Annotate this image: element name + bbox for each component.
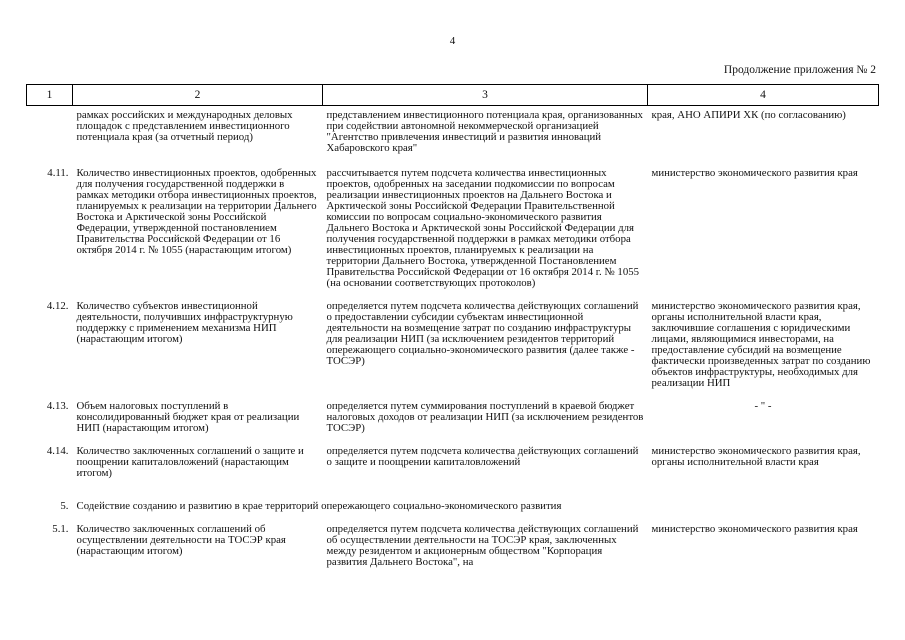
indicator-cell: Количество инвестиционных проектов, одобренных для получения государственной поддержки в рамках методики отбора инвестиционных проектов, планируемых к реализации на территории Дальнего Востока и Арктической зоны Российской Федерации, утвержденной постановлением Правительства Российской Федерации от 16 октября 2014 г. № 1055 (нарастающим итогом): [76, 166, 317, 256]
column-header-2: 2: [73, 85, 323, 106]
section-row: [27, 501, 879, 512]
table-row: [27, 524, 879, 568]
indicator-cell: Количество заключенных соглашений о защите и поощрении капиталовложений (нарастающим итогом): [76, 444, 304, 479]
section-title: Содействие созданию и развитию в крае территорий опережающего социально-экономического развития: [76, 499, 562, 512]
row-number: 5.1.: [52, 522, 69, 535]
row-number: 4.11.: [47, 166, 69, 179]
responsible-cell: министерство экономического развития края: [651, 522, 858, 535]
method-cell: определяется путем подсчета количества действующих соглашений о защите и поощрении капиталовложений: [326, 444, 639, 468]
responsible-cell: - " -: [754, 399, 772, 412]
column-header-4: 4: [648, 85, 879, 106]
table-row: [27, 110, 879, 154]
indicator-cell: Количество заключенных соглашений об осуществлении деятельности на ТОСЭР края (нарастающим итогом): [76, 522, 286, 557]
method-cell: определяется путем суммирования поступлений в краевой бюджет налоговых доходов от реализации НИП (за исключением резидентов ТОСЭР): [326, 399, 644, 434]
table-row: [27, 446, 879, 479]
continuation-label: Продолжение приложения № 2: [723, 64, 876, 76]
responsible-cell: министерство экономического развития края, органы исполнительной власти края, заключившие соглашения с юридическими лицами, являющимися инвесторами, на предоставление субсидий на возмещение фактически произведенных затрат по созданию объектов инфраструктуры, необходимых для реализации НИП: [651, 299, 871, 389]
table-row: [27, 401, 879, 434]
table-row: [27, 168, 879, 289]
indicator-cell: рамках российских и международных деловых площадок с представлением инвестиционного потенциала края (за отчетный период): [76, 108, 293, 143]
column-header-1: 1: [27, 85, 73, 106]
row-number: 4.12.: [46, 299, 69, 312]
responsible-cell: министерство экономического развития края: [651, 166, 858, 179]
indicators-table: [26, 84, 879, 568]
table-header-row: [27, 85, 879, 106]
indicator-cell: Количество субъектов инвестиционной деятельности, получивших инфраструктурную поддержку с применением механизма НИП (нарастающим итогом): [76, 299, 293, 345]
method-cell: определяется путем подсчета количества действующих соглашений о предоставлении субсидии субъектам инвестиционной деятельности на возмещение затрат по созданию инфраструктуры для реализации НИП (за исключением резидентов территорий опережающего социально-экономического развития (далее также - ТОСЭР): [326, 299, 639, 367]
responsible-cell: края, АНО АПИРИ ХК (по согласованию): [651, 108, 846, 121]
column-header-3: 3: [323, 85, 648, 106]
row-number: [27, 110, 73, 154]
method-cell: определяется путем подсчета количества действующих соглашений об осуществлении деятельности на ТОСЭР края, заключенных между резидентом и акционерным обществом "Корпорация развития Дальнего Востока", на: [326, 522, 639, 568]
method-cell: представлением инвестиционного потенциала края, организованных при содействии автономной некоммерческой организацией "Агентство привлечения инвестиций и развития инноваций Хабаровского края": [326, 108, 643, 154]
responsible-cell: министерство экономического развития края, органы исполнительной власти края: [651, 444, 861, 468]
row-number: 4.14.: [46, 444, 69, 457]
row-number: 4.13.: [46, 399, 69, 412]
indicator-cell: Объем налоговых поступлений в консолидированный бюджет края от реализации НИП (нарастающим итогом): [76, 399, 300, 434]
section-number: 5.: [60, 499, 69, 512]
method-cell: рассчитывается путем подсчета количества инвестиционных проектов, одобренных на заседании подкомиссии по вопросам реализации инвестиционных проектов на Дальнего Востока и Арктической зоны Российской Федерации Правительственной комиссии по вопросам социально-экономического развития Дальнего Востока и Арктической зоны Российской Федерации для получения государственной поддержки в рамках методики отбора инвестиционных проектов, планируемых к реализации на территории Дальнего Востока, утвержденной Постановлением Правительства Российской Федерации от 16 октября 2014 г. № 1055 (на основании соответствующих протоколов): [326, 166, 640, 289]
table-row: [27, 301, 879, 389]
page-number: 4: [449, 35, 456, 47]
